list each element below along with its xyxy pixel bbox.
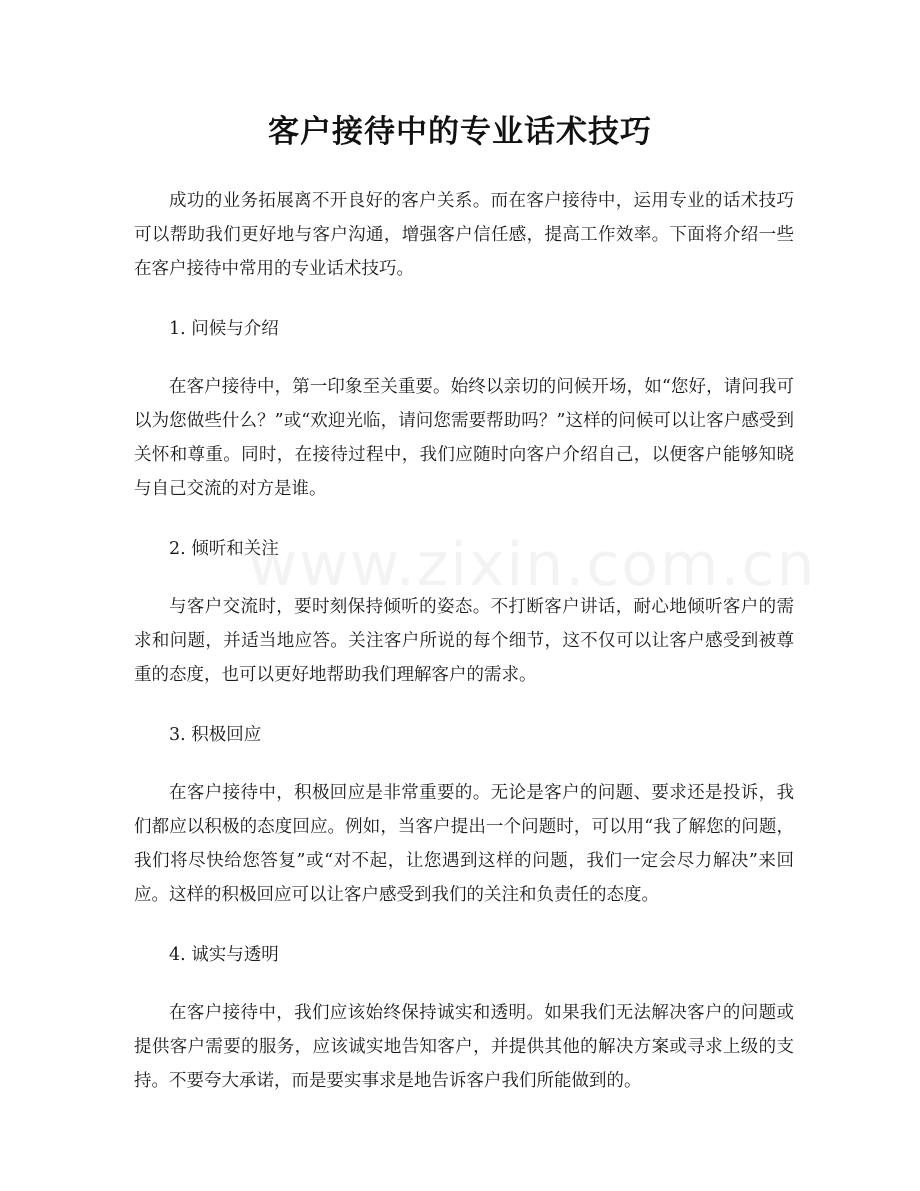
section-body-3: 在客户接待中，积极回应是非常重要的。无论是客户的问题、要求还是投诉，我们都应以积极的态度回应。例如，当客户提出一个问题时，可以用“我了解您的问题，我们将尽快给您答复”或“对不起，让您遇到这样的问题，我们一定会尽力解决”来回应。这样的积极回应可以让客户感受到我们的关注和负责任的态度。: [134, 783, 794, 905]
section-heading-3: 3. 积极回应: [169, 725, 262, 745]
document-title: 客户接待中的专业话术技巧: [268, 114, 652, 150]
section-heading-2: 2. 倾听和关注: [169, 539, 279, 559]
section-body-2: 与客户交流时，要时刻保持倾听的姿态。不打断客户讲话，耐心地倾听客户的需求和问题，并适当地应答。关注客户所说的每个细节，这不仅可以让客户感受到被尊重的态度，也可以更好地帮助我们理解客户的需求。: [134, 597, 794, 685]
section-heading-4: 4. 诚实与透明: [169, 945, 279, 965]
section-heading-1: 1. 问候与介绍: [169, 319, 279, 339]
section-body-4: 在客户接待中，我们应该始终保持诚实和透明。如果我们无法解决客户的问题或提供客户需要的服务，应该诚实地告知客户，并提供其他的解决方案或寻求上级的支持。不要夸大承诺，而是要实事求是地告诉客户我们所能做到的。: [134, 1003, 794, 1091]
intro-paragraph: 成功的业务拓展离不开良好的客户关系。而在客户接待中，运用专业的话术技巧可以帮助我们更好地与客户沟通，增强客户信任感，提高工作效率。下面将介绍一些在客户接待中常用的专业话术技巧。: [134, 191, 794, 279]
section-body-1: 在客户接待中，第一印象至关重要。始终以亲切的问候开场，如“您好，请问我可以为您做些什么？”或“欢迎光临，请问您需要帮助吗？”这样的问候可以让客户感受到关怀和尊重。同时，在接待过程中，我们应随时向客户介绍自己，以便客户能够知晓与自己交流的对方是谁。: [134, 377, 794, 499]
watermark-text: www.zixin.com.cn: [248, 530, 817, 600]
document-body: [134, 184, 794, 1098]
